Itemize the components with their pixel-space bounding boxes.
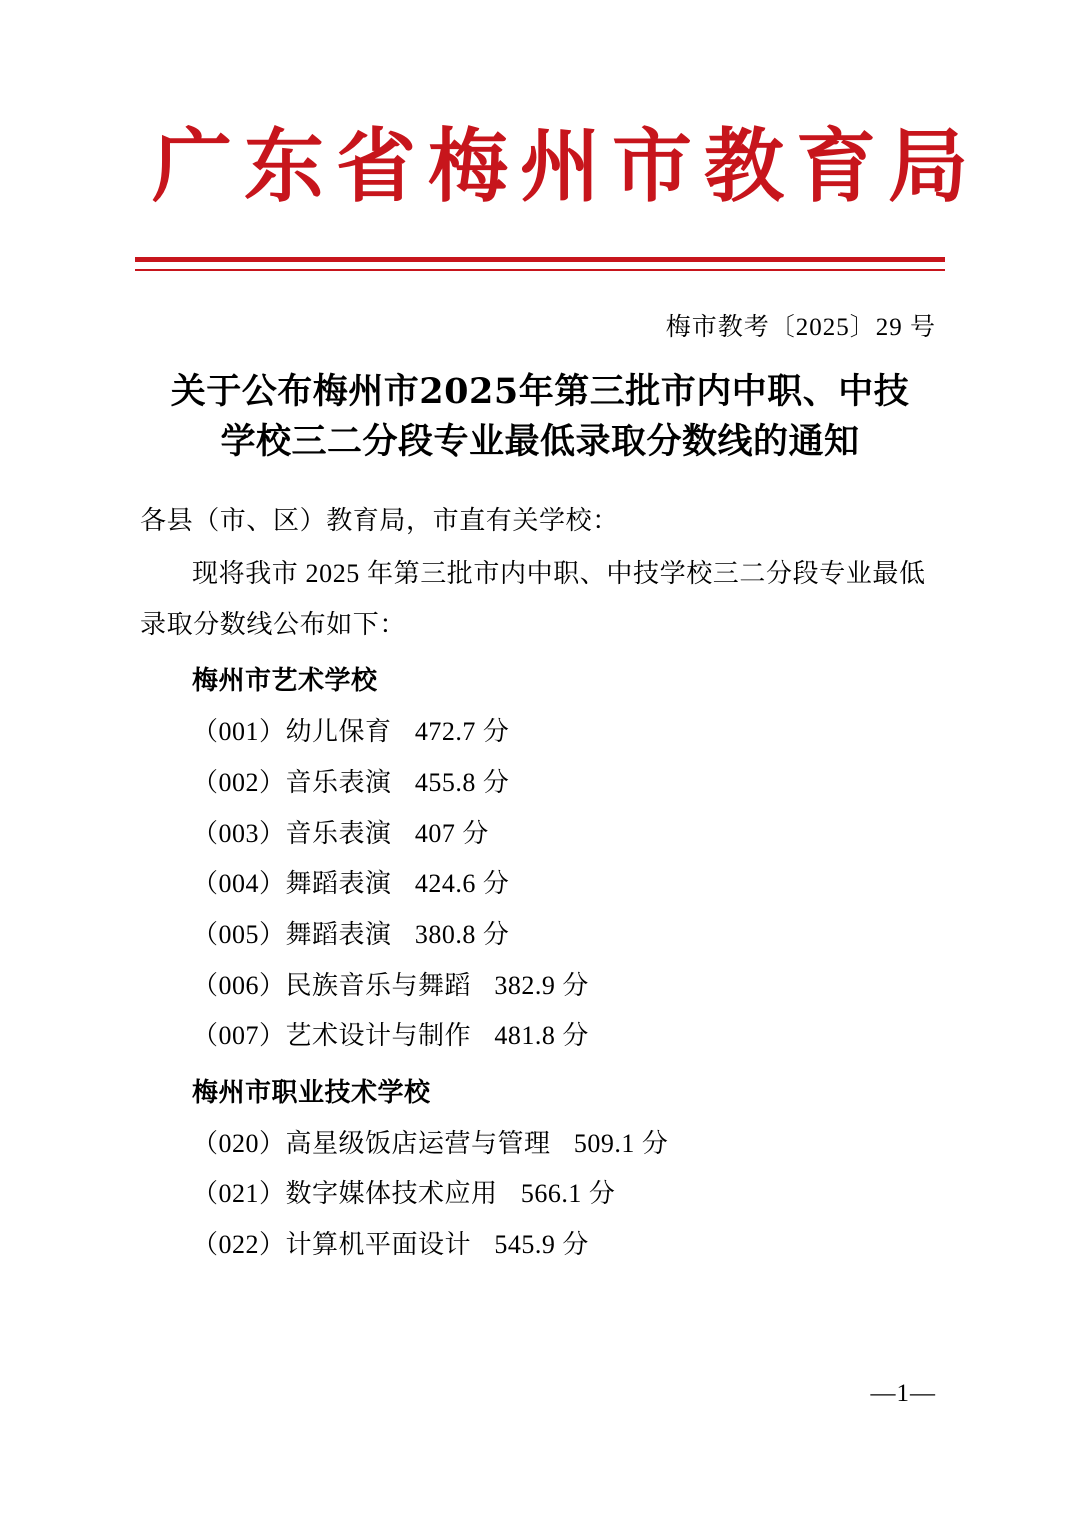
document-number: 梅市教考〔2025〕29 号: [665, 314, 936, 341]
divider-thin-line: [135, 269, 945, 271]
major-row: [140, 1220, 940, 1271]
major-row: [140, 1011, 940, 1062]
major-row: [140, 1119, 940, 1170]
school-heading: 梅州市职业技术学校: [192, 1077, 431, 1108]
major-score: 380.8 分: [414, 919, 510, 949]
major-name: 民族音乐与舞蹈: [285, 970, 472, 1000]
major-row: [140, 961, 940, 1012]
major-name: 高星级饭店运营与管理: [285, 1128, 551, 1158]
major-score: 509.1 分: [573, 1128, 669, 1158]
major-name: 音乐表演: [285, 767, 392, 797]
major-name: 计算机平面设计: [285, 1230, 472, 1259]
major-row: [140, 1169, 940, 1220]
document-body: [140, 496, 940, 1270]
school-heading: 梅州市艺术学校: [192, 666, 378, 697]
major-code: （022）: [192, 1230, 286, 1259]
document-title-line-1: 关于公布梅州市2025年第三批市内中职、中技: [170, 371, 910, 412]
document-title-line-2: 学校三二分段专业最低录取分数线的通知: [220, 420, 860, 462]
major-score: 382.9 分: [494, 970, 589, 1000]
major-code: （003）: [192, 818, 286, 848]
major-score: 481.8 分: [494, 1021, 589, 1051]
divider-thick-line: [135, 257, 945, 262]
major-code: （006）: [192, 970, 286, 1000]
major-code: （021）: [192, 1179, 286, 1209]
letterhead-divider: [135, 257, 945, 271]
major-code: （001）: [192, 717, 286, 747]
major-score: 566.1 分: [520, 1179, 616, 1209]
major-code: （004）: [192, 869, 286, 899]
major-row: [140, 707, 940, 758]
major-score: 407 分: [414, 818, 489, 848]
major-name: 数字媒体技术应用: [285, 1179, 498, 1209]
salutation: 各县（市、区）教育局，市直有关学校：: [140, 506, 619, 536]
major-code: （020）: [192, 1128, 286, 1158]
intro-paragraph: 现将我市 2025 年第三批市内中职、中技学校三二分段专业最低录取分数线公布如下：: [140, 559, 926, 639]
major-code: （005）: [192, 919, 286, 949]
major-row: [140, 859, 940, 910]
major-row: [140, 910, 940, 961]
letterhead: [140, 0, 980, 271]
major-name: 幼儿保育: [285, 717, 392, 747]
issuing-organization-title: 广东省梅州市教育局: [152, 119, 980, 213]
major-score: 455.8 分: [414, 767, 510, 797]
page-number: —1—: [870, 1380, 936, 1407]
major-code: （002）: [192, 767, 286, 797]
major-name: 艺术设计与制作: [285, 1021, 472, 1051]
major-code: （007）: [192, 1021, 286, 1051]
major-row: [140, 809, 940, 860]
major-score: 424.6 分: [414, 869, 510, 899]
major-name: 音乐表演: [285, 818, 392, 848]
major-row: [140, 758, 940, 809]
major-name: 舞蹈表演: [285, 919, 392, 949]
document-title: [140, 367, 940, 466]
major-name: 舞蹈表演: [285, 869, 392, 899]
major-score: 545.9 分: [494, 1230, 589, 1259]
major-score: 472.7 分: [414, 717, 510, 747]
